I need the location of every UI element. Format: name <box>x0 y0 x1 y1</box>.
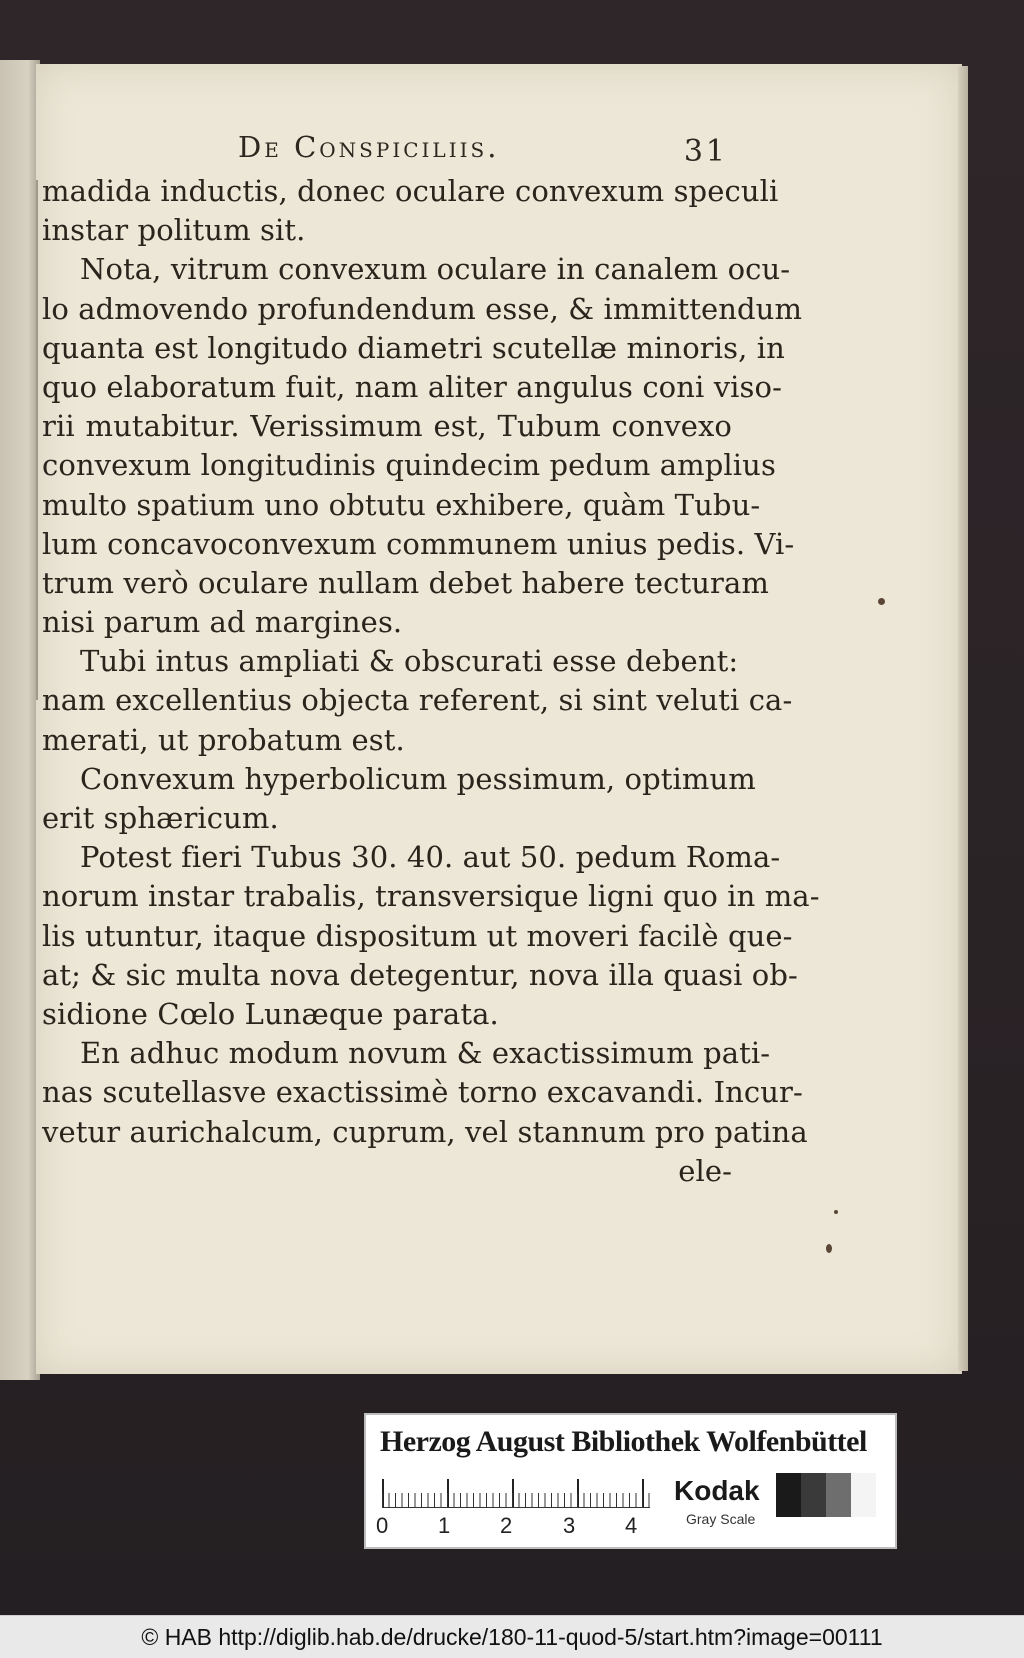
gray-swatch <box>826 1473 851 1517</box>
running-head <box>42 130 732 172</box>
gray-scale-label: Gray Scale <box>686 1511 756 1527</box>
library-color-card <box>364 1413 897 1549</box>
text-line: rii mutabitur. Verissimum est, Tubum convexo <box>42 409 732 444</box>
text-line: Tubi intus ampliati & obscurati esse debent: <box>80 644 739 679</box>
text-line: norum instar trabalis, transversique ligni quo in ma- <box>42 879 820 914</box>
paper-speck <box>826 1244 832 1253</box>
gutter-crease <box>36 180 38 700</box>
gray-swatch <box>801 1473 826 1517</box>
text-line: lis utuntur, itaque dispositum ut moveri facilè que- <box>42 918 793 953</box>
text-line: convexum longitudinis quindecim pedum amplius <box>42 448 776 483</box>
library-name: Herzog August Bibliothek Wolfenbüttel <box>380 1425 867 1458</box>
text-line: erit sphæricum. <box>42 801 279 835</box>
text-line: quo elaboratum fuit, nam aliter angulus coni viso- <box>42 369 782 404</box>
copyright-url[interactable]: © HAB http://diglib.hab.de/drucke/180-11-quod-5/start.htm?image=00111 <box>141 1624 883 1650</box>
ruler-number: 2 <box>500 1513 513 1538</box>
text-line: multo spatium uno obtutu exhibere, quàm Tubu- <box>42 487 761 522</box>
ruler-number: 3 <box>563 1513 576 1538</box>
gray-scale-swatches <box>776 1473 876 1517</box>
text-line: merati, ut probatum est. <box>42 722 405 757</box>
text-line: ele- <box>678 1153 732 1188</box>
ruler-number: 0 <box>376 1513 389 1538</box>
running-title: De Conspiciliis. <box>238 130 500 164</box>
text-line: lum concavoconvexum communem unius pedis. Vi- <box>42 526 795 561</box>
page-text-block <box>42 130 820 1191</box>
previous-page-edge <box>0 60 40 1380</box>
gray-swatch <box>851 1473 876 1517</box>
text-line: vetur aurichalcum, cuprum, vel stannum pro patina <box>42 1114 808 1149</box>
ruler-numbers <box>376 1513 666 1539</box>
text-line: instar politum sit. <box>42 213 306 248</box>
text-line: Convexum hyperbolicum pessimum, optimum <box>80 761 756 796</box>
text-line: nas scutellasve exactissimè torno excavandi. Incur- <box>42 1075 803 1110</box>
text-line: sidione Cœlo Lunæque parata. <box>42 996 499 1031</box>
scale-ruler <box>382 1477 650 1508</box>
text-line: at; & sic multa nova detegentur, nova illa quasi ob- <box>42 957 798 992</box>
text-lines <box>42 172 820 1191</box>
ruler-number: 1 <box>438 1513 451 1538</box>
text-line: nam excellentius objecta referent, si sint veluti ca- <box>42 683 793 718</box>
text-line: quanta est longitudo diametri scutellæ minoris, in <box>42 330 785 365</box>
page-edge-shadow <box>958 66 968 1371</box>
paper-speck <box>878 598 885 605</box>
page-number: 31 <box>683 134 728 169</box>
ruler-number: 4 <box>625 1513 638 1538</box>
gray-swatch <box>776 1473 801 1517</box>
copyright-footer <box>0 1615 1024 1658</box>
paper-speck <box>834 1210 838 1214</box>
kodak-logo: Kodak <box>674 1475 760 1506</box>
text-line: trum verò oculare nullam debet habere tecturam <box>42 565 769 600</box>
text-line: Nota, vitrum convexum oculare in canalem ocu- <box>80 252 791 287</box>
text-line: madida inductis, donec oculare convexum speculi <box>42 174 779 208</box>
text-line: Potest fieri Tubus 30. 40. aut 50. pedum Roma- <box>80 840 781 875</box>
text-line: lo admovendo profundendum esse, & immittendum <box>42 291 803 326</box>
text-line: nisi parum ad margines. <box>42 605 403 640</box>
text-line: En adhuc modum novum & exactissimum pati- <box>80 1036 771 1071</box>
